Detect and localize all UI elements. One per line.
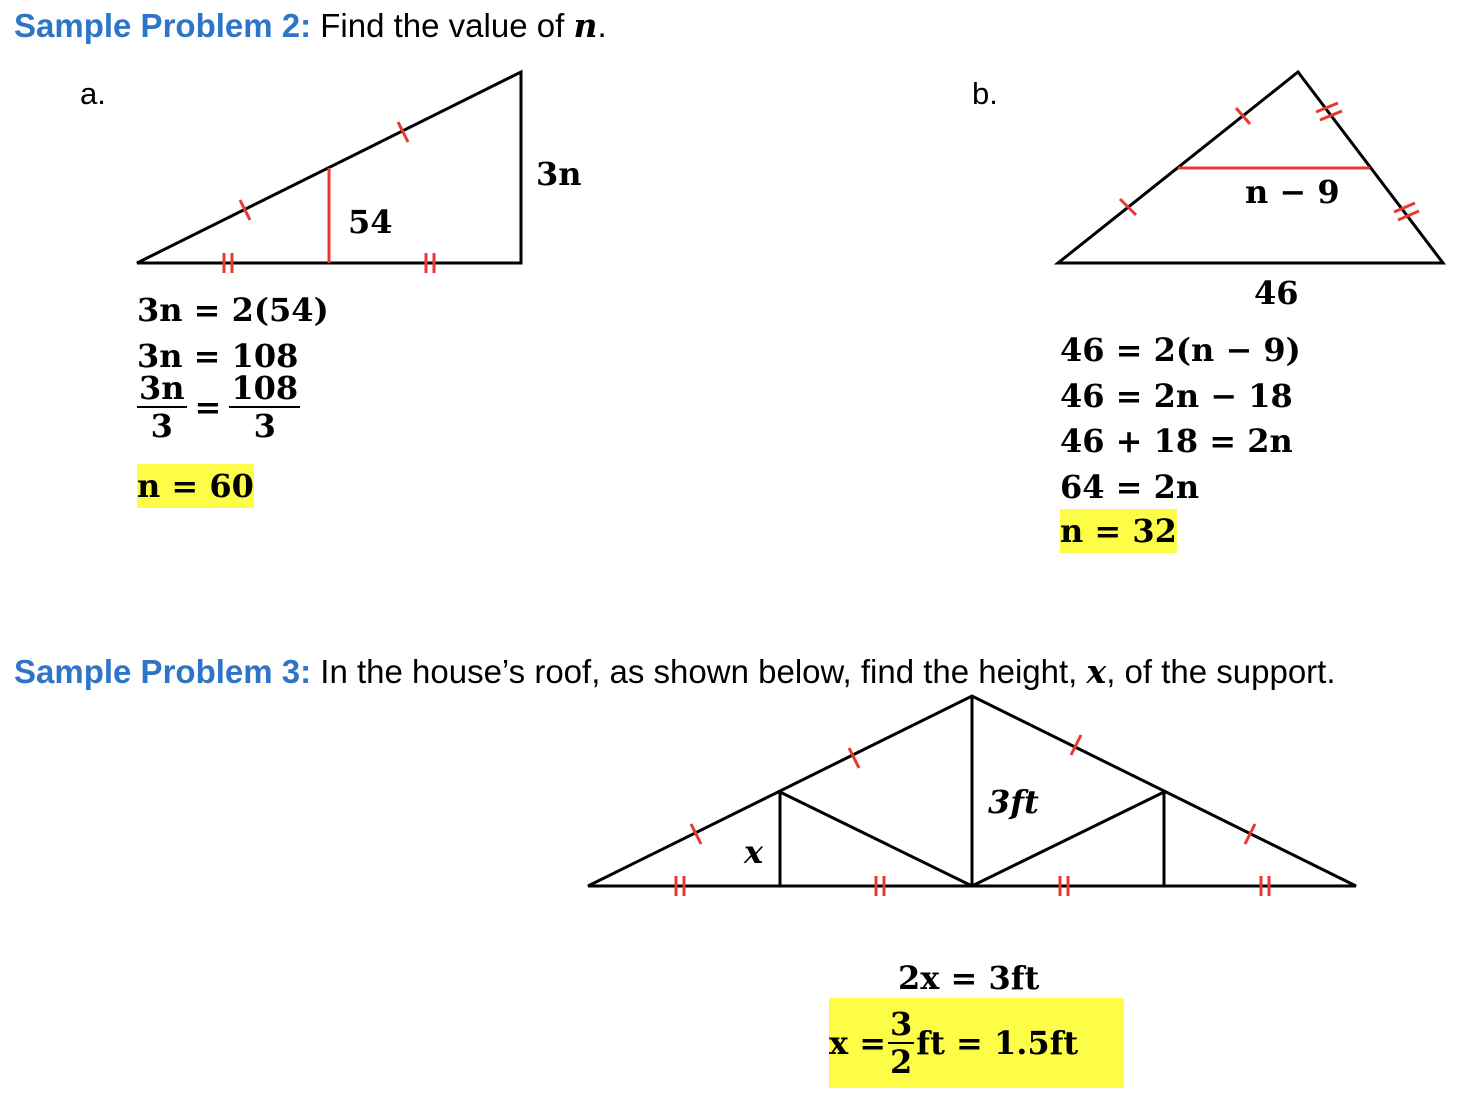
answer-3 bbox=[829, 998, 1124, 1088]
problem-2-label: Sample Problem 2: bbox=[14, 7, 312, 44]
fraction-denominator: 3 bbox=[253, 407, 276, 445]
base-label-46: 46 bbox=[1254, 274, 1299, 312]
answer-a: n = 60 bbox=[137, 464, 254, 508]
fraction-denominator: 2 bbox=[890, 1043, 913, 1081]
problem-3-text: In the house’s roof, as shown below, find the height, bbox=[311, 653, 1087, 690]
problem-2-text: Find the value of bbox=[311, 7, 574, 44]
fraction-numerator: 108 bbox=[231, 369, 299, 407]
problem-2-var: n bbox=[573, 6, 598, 45]
answer-prefix: x = bbox=[829, 1024, 887, 1062]
roof-truss bbox=[588, 696, 1356, 886]
midsegment-label-54: 54 bbox=[348, 203, 393, 241]
problem-2-end: . bbox=[597, 7, 607, 44]
step-b-1: 46 = 2(n − 9) bbox=[1060, 331, 1301, 369]
problem-3-label: Sample Problem 3: bbox=[14, 653, 312, 690]
fraction-numerator: 3n bbox=[139, 369, 185, 407]
midsegment-label-n-9: n − 9 bbox=[1245, 173, 1340, 211]
answer-suffix: ft = 1.5ft bbox=[916, 1024, 1079, 1062]
side-label-3n: 3n bbox=[536, 155, 582, 193]
step-b-3: 46 + 18 = 2n bbox=[1060, 422, 1293, 460]
congruence-marks bbox=[224, 103, 1419, 896]
step-b-4: 64 = 2n bbox=[1060, 468, 1200, 506]
step-a-1: 3n = 2(54) bbox=[137, 291, 329, 329]
step-a-2: 3n = 108 bbox=[137, 337, 299, 375]
problem-3-heading bbox=[14, 652, 1336, 692]
part-b-label: b. bbox=[972, 76, 998, 111]
part-a-label: a. bbox=[80, 76, 106, 111]
equals-sign: = bbox=[194, 388, 222, 426]
problem-3-var: x bbox=[1086, 652, 1107, 691]
fraction-denominator: 3 bbox=[150, 407, 173, 445]
step-a-3-fraction bbox=[137, 370, 300, 444]
step-b-2: 46 = 2n − 18 bbox=[1060, 377, 1293, 415]
support-label-x: x bbox=[744, 833, 764, 871]
center-post-label: 3ft bbox=[988, 783, 1039, 821]
fraction-numerator: 3 bbox=[890, 1005, 913, 1043]
problem-3-end: , of the support. bbox=[1106, 653, 1336, 690]
answer-b: n = 32 bbox=[1060, 509, 1177, 553]
step-3-1: 2x = 3ft bbox=[898, 959, 1040, 997]
